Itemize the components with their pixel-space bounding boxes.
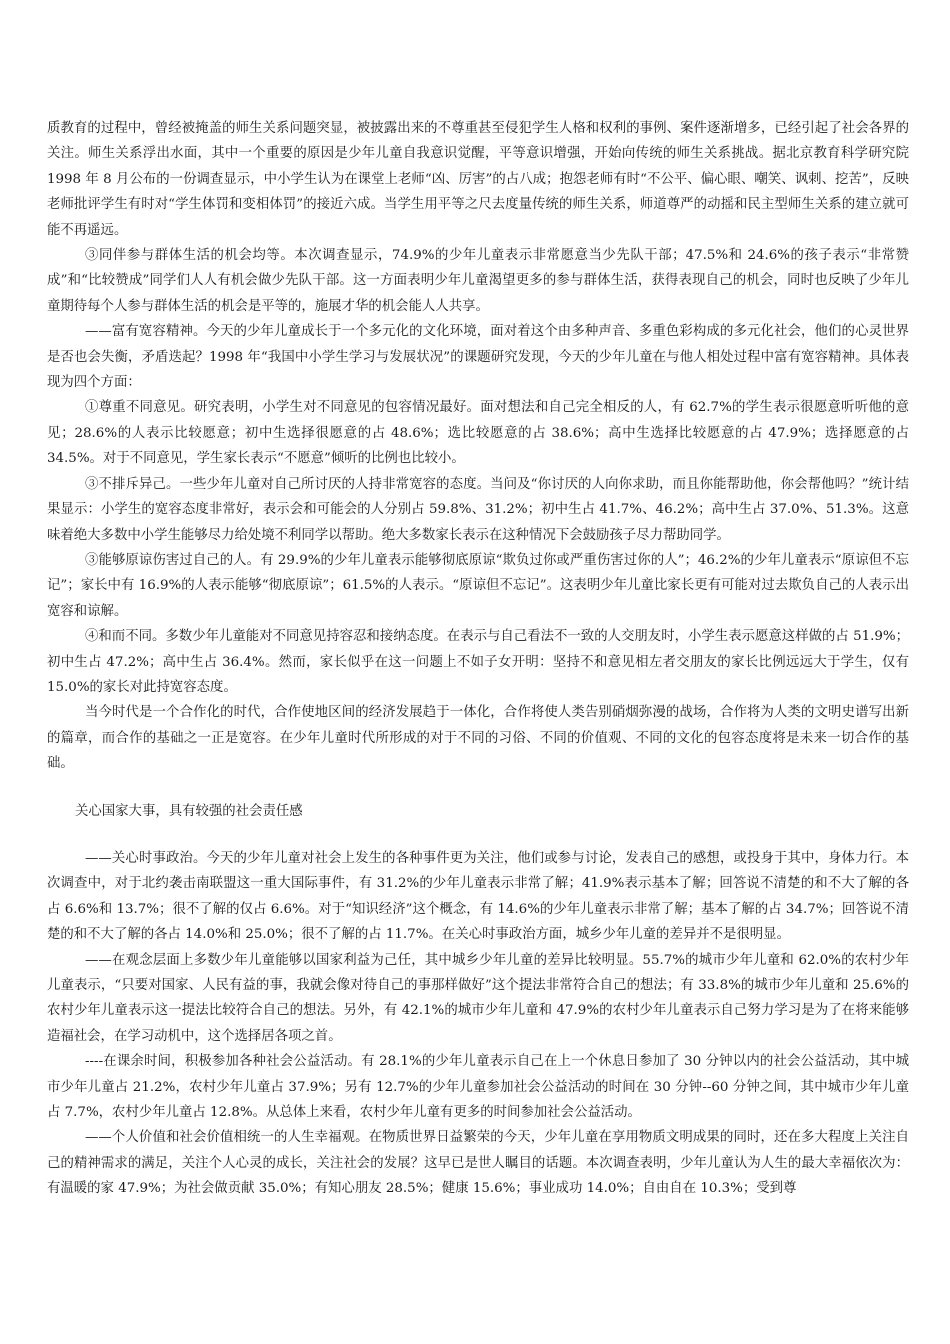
paragraph: ④和而不同。多数少年儿童能对不同意见持容忍和接纳态度。在表示与自己看法不一致的人交朋友时，小学生表示愿意这样做的占 51.9%；初中生占 47.2%；高中生占 36.4%。然而，家长似乎在这一问题上不如子女开明：坚持不和意见相左者交朋友的家长比例远远大于学生，仅有 15.0%的家长对此持宽容态度。 xyxy=(47,629,909,695)
paragraph: ——富有宽容精神。今天的少年儿童成长于一个多元化的文化环境，面对着这个由多种声音、多重色彩构成的多元化社会，他们的心灵世界是否也会失衡，矛盾迭起？1998 年“我国中小学生学习与发展状况”的课题研究发现，今天的少年儿童在与他人相处过程中富有宽容精神。具体表现为四个方面： xyxy=(47,324,909,391)
document-body xyxy=(47,116,909,1202)
paragraph: 质教育的过程中，曾经被掩盖的师生关系问题突显，被披露出来的不尊重甚至侵犯学生人格和权利的事例、案件逐渐增多，已经引起了社会各界的关注。师生关系浮出水面，其中一个重要的原因是少年儿童自我意识觉醒，平等意识增强，开始向传统的师生关系挑战。据北京教育科学研究院 1998 年 8 月公布的一份调查显示，中小学生认为在课堂上老师“凶、厉害”的占八成；抱怨老师有时“不公平、偏心眼、嘲笑、讽刺、挖苦”，反映老师批评学生有时对“学生体罚和变相体罚”的接近六成。当学生用平等之尺去度量传统的师生关系，师道尊严的动摇和民主型师生关系的建立就可能不再遥远。 xyxy=(47,121,909,238)
paragraph: ③能够原谅伤害过自己的人。有 29.9%的少年儿童表示能够彻底原谅“欺负过你或严重伤害过你的人”；46.2%的少年儿童表示“原谅但不忘记”；家长中有 16.9%的人表示能够“彻底原谅”；61.5%的人表示。“原谅但不忘记”。这表明少年儿童比家长更有可能对过去欺负自己的人表示出宽容和谅解。 xyxy=(47,552,909,619)
paragraph: ——在观念层面上多数少年儿童能够以国家利益为己任，其中城乡少年儿童的差异比较明显。55.7%的城市少年儿童和 62.0%的农村少年儿童表示，“只要对国家、人民有益的事，我就会像对待自己的事那样做好”这个提法非常符合自己的想法；有 33.8%的城市少年儿童和 25.6%的农村少年儿童表示这一提法比较符合自己的想法。另外，有 42.1%的城市少年儿童和 47.9%的农村少年儿童表示自己努力学习是为了在将来能够造福社会，在学习动机中，这个选择居各项之首。 xyxy=(47,952,909,1044)
paragraph: ③不排斥异己。一些少年儿童对自己所讨厌的人持非常宽容的态度。当问及“你讨厌的人向你求助，而且你能帮助他，你会帮他吗？”统计结果显示：小学生的宽容态度非常好，表示会和可能会的人分别占 59.8%、31.2%；初中生占 41.7%、46.2%；高中生占 37.0%、51.3%。这意味着绝大多数中小学生能够尽力给处境不利同学以帮助。绝大多数家长表示在这种情况下会鼓励孩子尽力帮助同学。 xyxy=(47,476,909,543)
paragraph: ——个人价值和社会价值相统一的人生幸福观。在物质世界日益繁荣的今天，少年儿童在享用物质文明成果的同时，还在多大程度上关注自己的精神需求的满足，关注个人心灵的成长，关注社会的发展？这早已是世人瞩目的话题。本次调查表明，少年儿童认为人生的最大幸福依次为：有温暖的家 47.9%；为社会做贡献 35.0%；有知心朋友 28.5%；健康 15.6%；事业成功 14.0%；自由自在 10.3%；受到尊 xyxy=(47,1130,909,1197)
paragraph: ——关心时事政治。今天的少年儿童对社会上发生的各种事件更为关注，他们或参与讨论，发表自己的感想，或投身于其中，身体力行。本次调查中，对于北约袭击南联盟这一重大国际事件，有 31.2%的少年儿童表示非常了解；41.9%表示基本了解；回答说不清楚的和不大了解的各占 6.6%和 13.7%；很不了解的仅占 6.6%。对于“知识经济”这个概念，有 14.6%的少年儿童表示非常了解；基本了解的占 34.7%；回答说不清楚的和不大了解的各占 14.0%和 25.0%；很不了解的占 11.7%。在关心时事政治方面，城乡少年儿童的差异并不是很明显。 xyxy=(47,850,909,943)
paragraph: ①尊重不同意见。研究表明，小学生对不同意见的包容情况最好。面对想法和自己完全相反的人，有 62.7%的学生表示很愿意听听他的意见；28.6%的人表示比较愿意；初中生选择很愿意的占 48.6%；选比较愿意的占 38.6%；高中生选择比较愿意的占 47.9%；选择愿意的占 34.5%。对于不同意见，学生家长表示“不愿意”倾听的比例也比较小。 xyxy=(47,400,909,467)
section-heading: 关心国家大事，具有较强的社会责任感 xyxy=(75,803,303,819)
paragraph: ----在课余时间，积极参加各种社会公益活动。有 28.1%的少年儿童表示自己在上一个休息日参加了 30 分钟以内的社会公益活动，其中城市少年儿童占 21.2%，农村少年儿童占 37.9%；另有 12.7%的少年儿童参加社会公益活动的时间在 30 分钟--60 分钟之间，其中城市少年儿童占 7.7%，农村少年儿童占 12.8%。从总体上来看，农村少年儿童有更多的时间参加社会公益活动。 xyxy=(47,1054,909,1121)
paragraph: ③同伴参与群体生活的机会均等。本次调查显示，74.9%的少年儿童表示非常愿意当少先队干部；47.5%和 24.6%的孩子表示“非常赞成”和“比较赞成”同学们人人有机会做少先队干部。这一方面表明少年儿童渴望更多的参与群体生活，获得表现自己的机会，同时也反映了少年儿童期待每个人参与群体生活的机会是平等的，施展才华的机会能人人共享。 xyxy=(47,248,909,314)
paragraph: 当今时代是一个合作化的时代，合作使地区间的经济发展趋于一体化，合作将使人类告别硝烟弥漫的战场，合作将为人类的文明史谱写出新的篇章，而合作的基础之一正是宽容。在少年儿童时代所形成的对于不同的习俗、不同的价值观、不同的文化的包容态度将是未来一切合作的基础。 xyxy=(47,705,909,772)
